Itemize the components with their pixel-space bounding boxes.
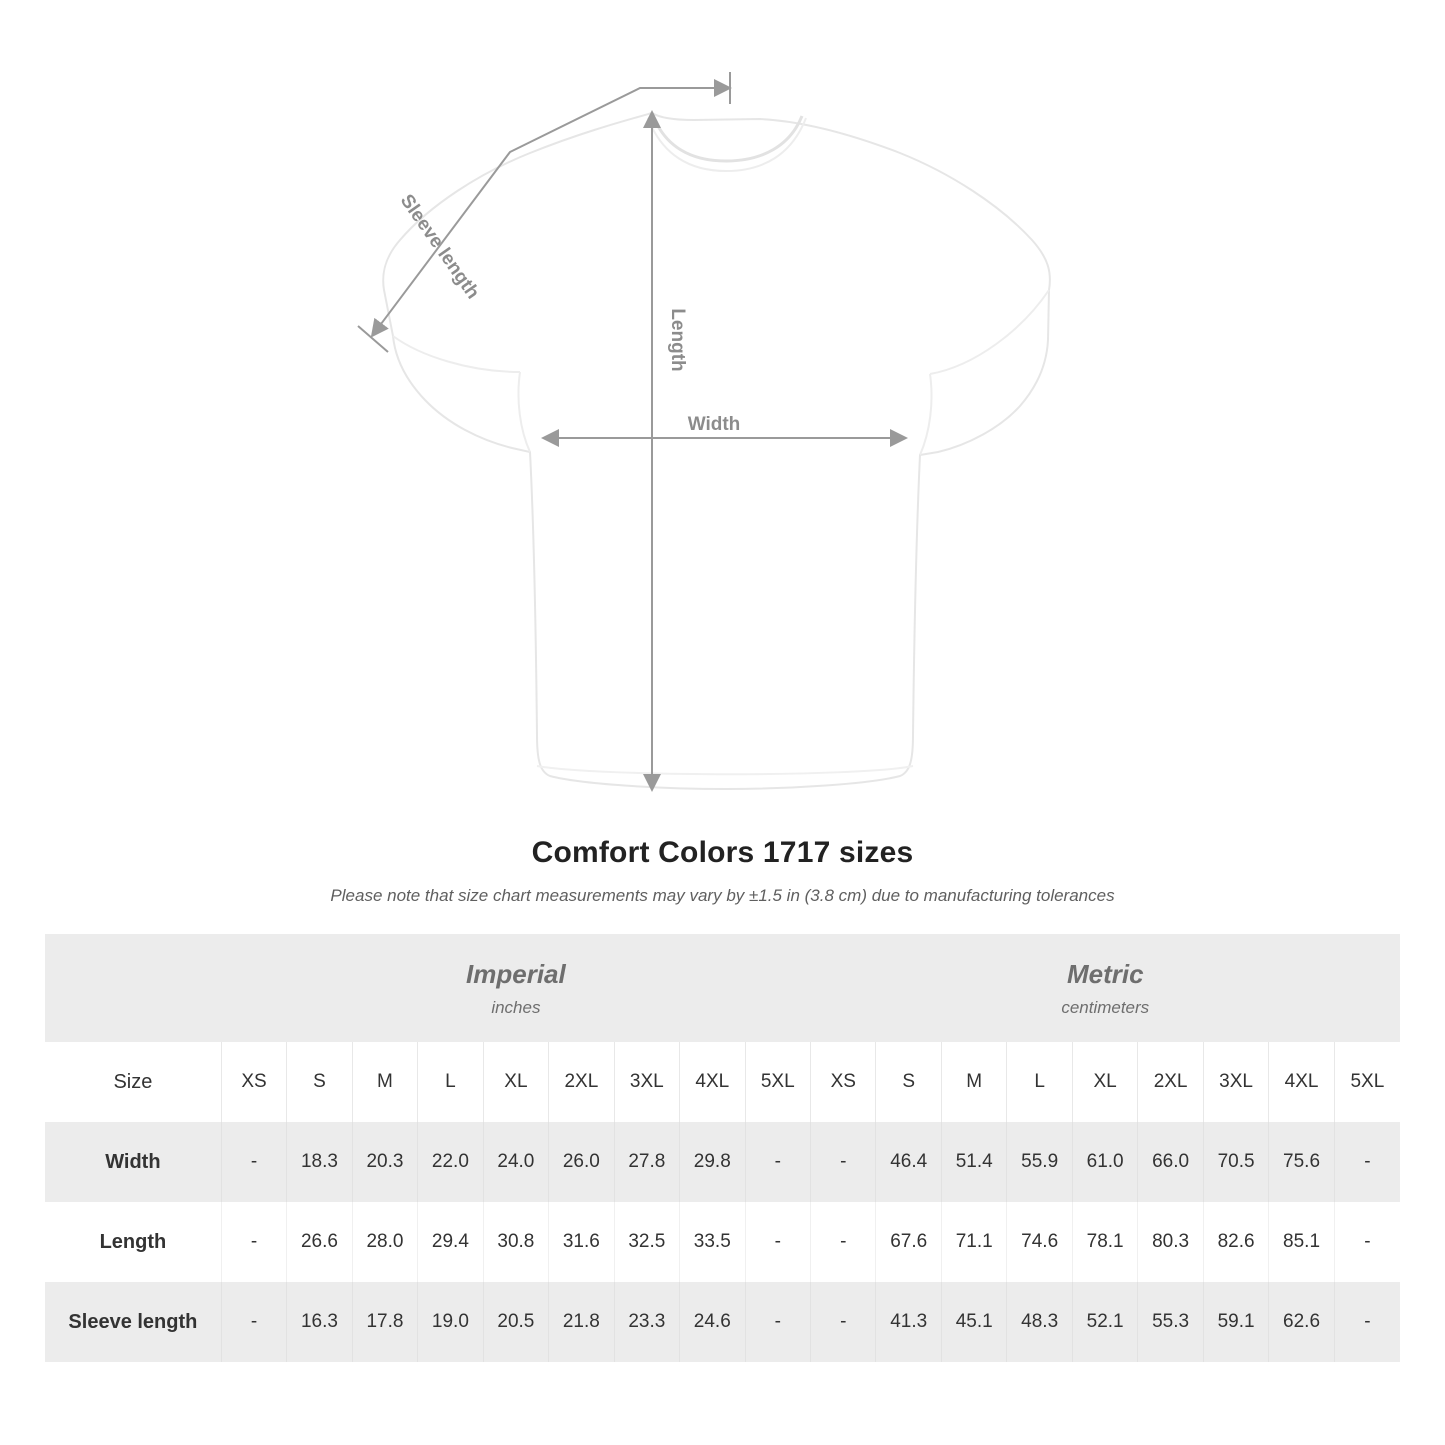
cell-width-metric-xs: - <box>811 1122 876 1202</box>
cell-sleeve-imperial-3xl: 23.3 <box>614 1282 679 1362</box>
header-metric-s: S <box>876 1042 941 1122</box>
unit-system-metric: Metric <box>1066 958 1144 989</box>
heading-block <box>0 836 1445 906</box>
header-imperial-2xl: 2XL <box>549 1042 614 1122</box>
table-row <box>45 1122 1400 1202</box>
row-label-length: Length <box>45 1202 221 1282</box>
cell-sleeve-imperial-m: 17.8 <box>352 1282 417 1362</box>
cell-width-imperial-4xl: 29.8 <box>680 1122 745 1202</box>
cell-length-metric-xl: 78.1 <box>1072 1202 1137 1282</box>
cell-width-imperial-2xl: 26.0 <box>549 1122 614 1202</box>
size-header-row <box>45 1042 1400 1122</box>
cell-sleeve-metric-xs: - <box>811 1282 876 1362</box>
cell-width-imperial-5xl: - <box>745 1122 810 1202</box>
cell-width-metric-4xl: 75.6 <box>1269 1122 1334 1202</box>
cell-length-metric-l: 74.6 <box>1007 1202 1072 1282</box>
cell-sleeve-metric-xl: 52.1 <box>1072 1282 1137 1362</box>
unit-system-imperial: Imperial <box>466 958 566 989</box>
cell-length-metric-4xl: 85.1 <box>1269 1202 1334 1282</box>
cell-length-imperial-5xl: - <box>745 1202 810 1282</box>
header-size: Size <box>45 1042 221 1122</box>
tolerance-note: Please note that size chart measurements may vary by ±1.5 in (3.8 cm) due to manufacturing tolerances <box>330 886 1115 905</box>
header-imperial-s: S <box>287 1042 352 1122</box>
unit-group-imperial <box>221 934 810 1042</box>
cell-sleeve-imperial-2xl: 21.8 <box>549 1282 614 1362</box>
header-metric-2xl: 2XL <box>1138 1042 1203 1122</box>
cell-width-metric-3xl: 70.5 <box>1203 1122 1268 1202</box>
cell-length-metric-s: 67.6 <box>876 1202 941 1282</box>
cell-width-metric-2xl: 66.0 <box>1138 1122 1203 1202</box>
size-table <box>45 934 1400 1362</box>
cell-width-imperial-xs: - <box>221 1122 286 1202</box>
cell-sleeve-metric-m: 45.1 <box>941 1282 1006 1362</box>
cell-width-imperial-xl: 24.0 <box>483 1122 548 1202</box>
cell-width-metric-xl: 61.0 <box>1072 1122 1137 1202</box>
cell-sleeve-imperial-l: 19.0 <box>418 1282 483 1362</box>
size-table-wrap <box>45 934 1400 1362</box>
table-row <box>45 1282 1400 1362</box>
cell-length-imperial-xl: 30.8 <box>483 1202 548 1282</box>
row-label-sleeve-length: Sleeve length <box>45 1282 221 1362</box>
cell-length-metric-2xl: 80.3 <box>1138 1202 1203 1282</box>
cell-sleeve-metric-l: 48.3 <box>1007 1282 1072 1362</box>
header-metric-l: L <box>1007 1042 1072 1122</box>
header-imperial-4xl: 4XL <box>680 1042 745 1122</box>
cell-width-imperial-l: 22.0 <box>418 1122 483 1202</box>
cell-length-imperial-s: 26.6 <box>287 1202 352 1282</box>
page-title: Comfort Colors 1717 sizes <box>531 836 914 869</box>
header-imperial-xs: XS <box>221 1042 286 1122</box>
header-metric-xl: XL <box>1072 1042 1137 1122</box>
cell-length-metric-5xl: - <box>1334 1202 1400 1282</box>
header-imperial-xl: XL <box>483 1042 548 1122</box>
cell-length-imperial-xs: - <box>221 1202 286 1282</box>
unit-name-metric: centimeters <box>1061 997 1150 1017</box>
cell-width-imperial-m: 20.3 <box>352 1122 417 1202</box>
table-row <box>45 1202 1400 1282</box>
cell-length-metric-xs: - <box>811 1202 876 1282</box>
unit-group-metric <box>811 934 1400 1042</box>
cell-sleeve-imperial-5xl: - <box>745 1282 810 1362</box>
cell-sleeve-metric-s: 41.3 <box>876 1282 941 1362</box>
header-metric-xs: XS <box>811 1042 876 1122</box>
length-label: Length <box>667 308 688 372</box>
cell-sleeve-metric-2xl: 55.3 <box>1138 1282 1203 1362</box>
cell-sleeve-metric-5xl: - <box>1334 1282 1400 1362</box>
cell-length-imperial-l: 29.4 <box>418 1202 483 1282</box>
header-metric-3xl: 3XL <box>1203 1042 1268 1122</box>
cell-sleeve-imperial-xs: - <box>221 1282 286 1362</box>
cell-sleeve-metric-3xl: 59.1 <box>1203 1282 1268 1362</box>
unit-banner-spacer <box>45 934 221 1042</box>
cell-length-imperial-m: 28.0 <box>352 1202 417 1282</box>
header-imperial-5xl: 5XL <box>745 1042 810 1122</box>
cell-width-metric-l: 55.9 <box>1007 1122 1072 1202</box>
cell-sleeve-imperial-xl: 20.5 <box>483 1282 548 1362</box>
cell-width-metric-m: 51.4 <box>941 1122 1006 1202</box>
cell-width-imperial-3xl: 27.8 <box>614 1122 679 1202</box>
header-metric-4xl: 4XL <box>1269 1042 1334 1122</box>
cell-sleeve-imperial-4xl: 24.6 <box>680 1282 745 1362</box>
cell-length-metric-3xl: 82.6 <box>1203 1202 1268 1282</box>
tshirt-shape <box>383 113 1050 789</box>
cell-width-metric-s: 46.4 <box>876 1122 941 1202</box>
cell-sleeve-imperial-s: 16.3 <box>287 1282 352 1362</box>
header-imperial-l: L <box>418 1042 483 1122</box>
width-label: Width <box>687 414 741 435</box>
cell-length-imperial-2xl: 31.6 <box>549 1202 614 1282</box>
row-label-width: Width <box>45 1122 221 1202</box>
cell-length-imperial-3xl: 32.5 <box>614 1202 679 1282</box>
header-imperial-3xl: 3XL <box>614 1042 679 1122</box>
cell-width-metric-5xl: - <box>1334 1122 1400 1202</box>
header-metric-m: M <box>941 1042 1006 1122</box>
cell-length-imperial-4xl: 33.5 <box>680 1202 745 1282</box>
unit-banner-row <box>45 934 1400 1042</box>
header-metric-5xl: 5XL <box>1334 1042 1400 1122</box>
cell-length-metric-m: 71.1 <box>941 1202 1006 1282</box>
cell-width-imperial-s: 18.3 <box>287 1122 352 1202</box>
sleeve-length-label: Sleeve length <box>395 190 484 304</box>
cell-sleeve-metric-4xl: 62.6 <box>1269 1282 1334 1362</box>
header-imperial-m: M <box>352 1042 417 1122</box>
unit-name-imperial: inches <box>491 997 541 1017</box>
